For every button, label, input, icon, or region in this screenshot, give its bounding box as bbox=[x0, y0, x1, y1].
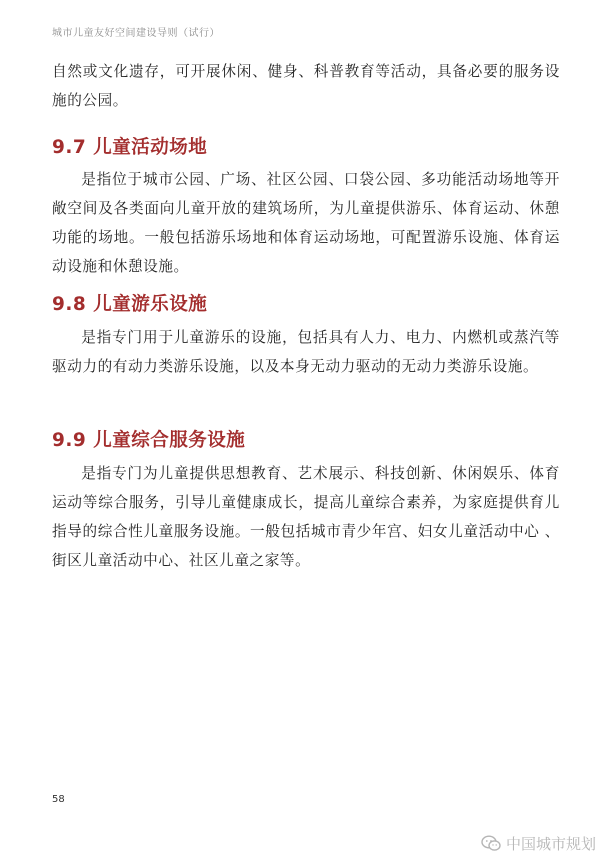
section-paragraph-9-7: 是指位于城市公园、广场、社区公园、口袋公园、多功能活动场地等开敞空间及各类面向儿童开放的建筑场所，为儿童提供游乐、体育运动、休憩功能的场地。一般包括游乐场地和体育运动场地，可配置游乐设施、体育运动设施和休憩设施。 bbox=[52, 171, 560, 275]
watermark bbox=[481, 833, 596, 854]
section-heading-9-8: 9.8 儿童游乐设施 bbox=[52, 294, 208, 315]
intro-paragraph: 自然或文化遗存，可开展休闲、健身、科普教育等活动，具备必要的服务设施的公园。 bbox=[52, 63, 560, 109]
running-header: 城市儿童友好空间建设导则（试行） bbox=[52, 28, 220, 39]
wechat-icon bbox=[481, 835, 501, 852]
section-paragraph-9-9: 是指专门为儿童提供思想教育、艺术展示、科技创新、休闲娱乐、体育运动等综合服务，引导儿童健康成长，提高儿童综合素养，为家庭提供育儿指导的综合性儿童服务设施。一般包括城市青少年宫、妇女儿童活动中心 、街区儿童活动中心、社区儿童之家等。 bbox=[52, 465, 560, 569]
section-heading-9-7: 9.7 儿童活动场地 bbox=[52, 137, 208, 158]
watermark-text: 中国城市规划 bbox=[505, 835, 596, 853]
page-number: 58 bbox=[52, 794, 65, 805]
section-paragraph-9-8: 是指专门用于儿童游乐的设施，包括具有人力、电力、内燃机或蒸汽等驱动力的有动力类游乐设施，以及本身无动力驱动的无动力类游乐设施。 bbox=[52, 329, 560, 375]
section-heading-9-9: 9.9 儿童综合服务设施 bbox=[52, 430, 246, 451]
